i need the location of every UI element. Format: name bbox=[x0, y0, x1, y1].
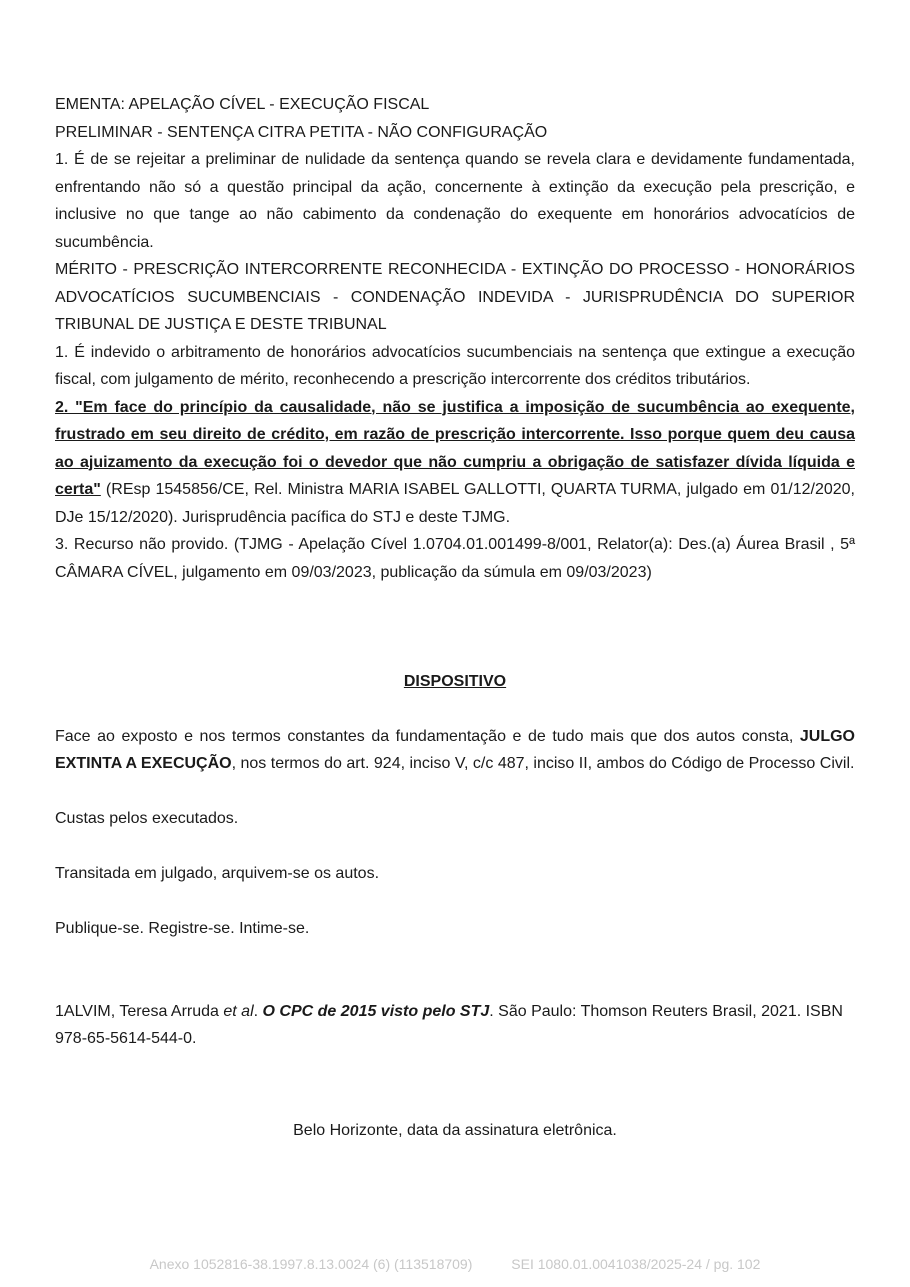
footer-annex: Anexo 1052816-38.1997.8.13.0024 (6) (113518709) bbox=[149, 1256, 473, 1272]
footer-sei: SEI 1080.01.0041038/2025-24 / pg. 102 bbox=[511, 1256, 761, 1272]
julgo-extinta: JULGO EXTINTA A EXECUÇÃO bbox=[55, 727, 855, 772]
preliminar-heading: PRELIMINAR - SENTENÇA CITRA PETITA - NÃO CONFIGURAÇÃO bbox=[55, 123, 548, 141]
footnote: 1ALVIM, Teresa Arruda et al. O CPC de 2015 visto pelo STJ. São Paulo: Thomson Reuters Brasil, 2021. ISBN 978-65-5614-544-0. bbox=[55, 1002, 843, 1047]
custas-text: Custas pelos executados. bbox=[55, 810, 239, 827]
merito-item-2 bbox=[55, 394, 855, 532]
ementa-item-1: 1. É de se rejeitar a preliminar de nulidade da sentença quando se revela clara e devidamente fundamentada, enfrentando não só a questão principal da ação, concernente à extinção da execução pela prescrição, e inclusive no que tange ao não cabimento da condenação do exequente em honorários advocatícios de sucumbência. bbox=[55, 151, 855, 251]
book-title: O CPC de 2015 visto pelo STJ bbox=[262, 1002, 490, 1020]
document-page bbox=[55, 91, 855, 1144]
page-footer bbox=[0, 1256, 910, 1272]
quote-citation: (REsp 1545856/CE, Rel. Ministra MARIA ISABEL GALLOTTI, QUARTA TURMA, julgado em 01/12/2020, DJe 15/12/2020). Jurisprudência pacífica do STJ e deste TJMG. bbox=[55, 481, 855, 526]
signature-place: Belo Horizonte, data da assinatura eletrônica. bbox=[293, 1121, 617, 1139]
merito-item-3: 3. Recurso não provido. (TJMG - Apelação Cível 1.0704.01.001499-8/001, Relator(a): Des.(a) Áurea Brasil , 5ª CÂMARA CÍVEL, julgamento em 09/03/2023, publicação da súmula em 09/03/2023) bbox=[55, 536, 855, 581]
publique-text: Publique-se. Registre-se. Intime-se. bbox=[55, 920, 310, 937]
dispositivo-paragraph: Face ao exposto e nos termos constantes da fundamentação e de tudo mais que dos autos consta, JULGO EXTINTA A EXECUÇÃO, nos termos do art. 924, inciso V, c/c 487, inciso II, ambos do Código de Processo Civil. bbox=[55, 727, 855, 772]
quote-bold: 2. "Em face do princípio da causalidade, não se justifica a imposição de sucumbência ao exequente, frustrado em seu direito de crédito, em razão de prescrição intercorrente. Isso porque quem deu causa ao ajuizamento da execução foi o devedor que não cumpriu a obrigação de satisfazer dívida líquida e certa" bbox=[55, 398, 855, 498]
transitada-text: Transitada em julgado, arquivem-se os autos. bbox=[55, 865, 380, 882]
merito-heading: MÉRITO - PRESCRIÇÃO INTERCORRENTE RECONHECIDA - EXTINÇÃO DO PROCESSO - HONORÁRIOS ADVOCATÍCIOS SUCUMBENCIAIS - CONDENAÇÃO INDEVIDA - JURISPRUDÊNCIA DO SUPERIOR TRIBUNAL DE JUSTIÇA E DESTE TRIBUNAL bbox=[55, 261, 855, 333]
dispositivo-heading: DISPOSITIVO bbox=[403, 673, 507, 690]
merito-item-1: 1. É indevido o arbitramento de honorários advocatícios sucumbenciais na sentença que extingue a execução fiscal, com julgamento de mérito, reconhecendo a prescrição intercorrente dos créditos tributários. bbox=[55, 343, 855, 388]
ementa-heading: EMENTA: APELAÇÃO CÍVEL - EXECUÇÃO FISCAL bbox=[55, 96, 430, 113]
